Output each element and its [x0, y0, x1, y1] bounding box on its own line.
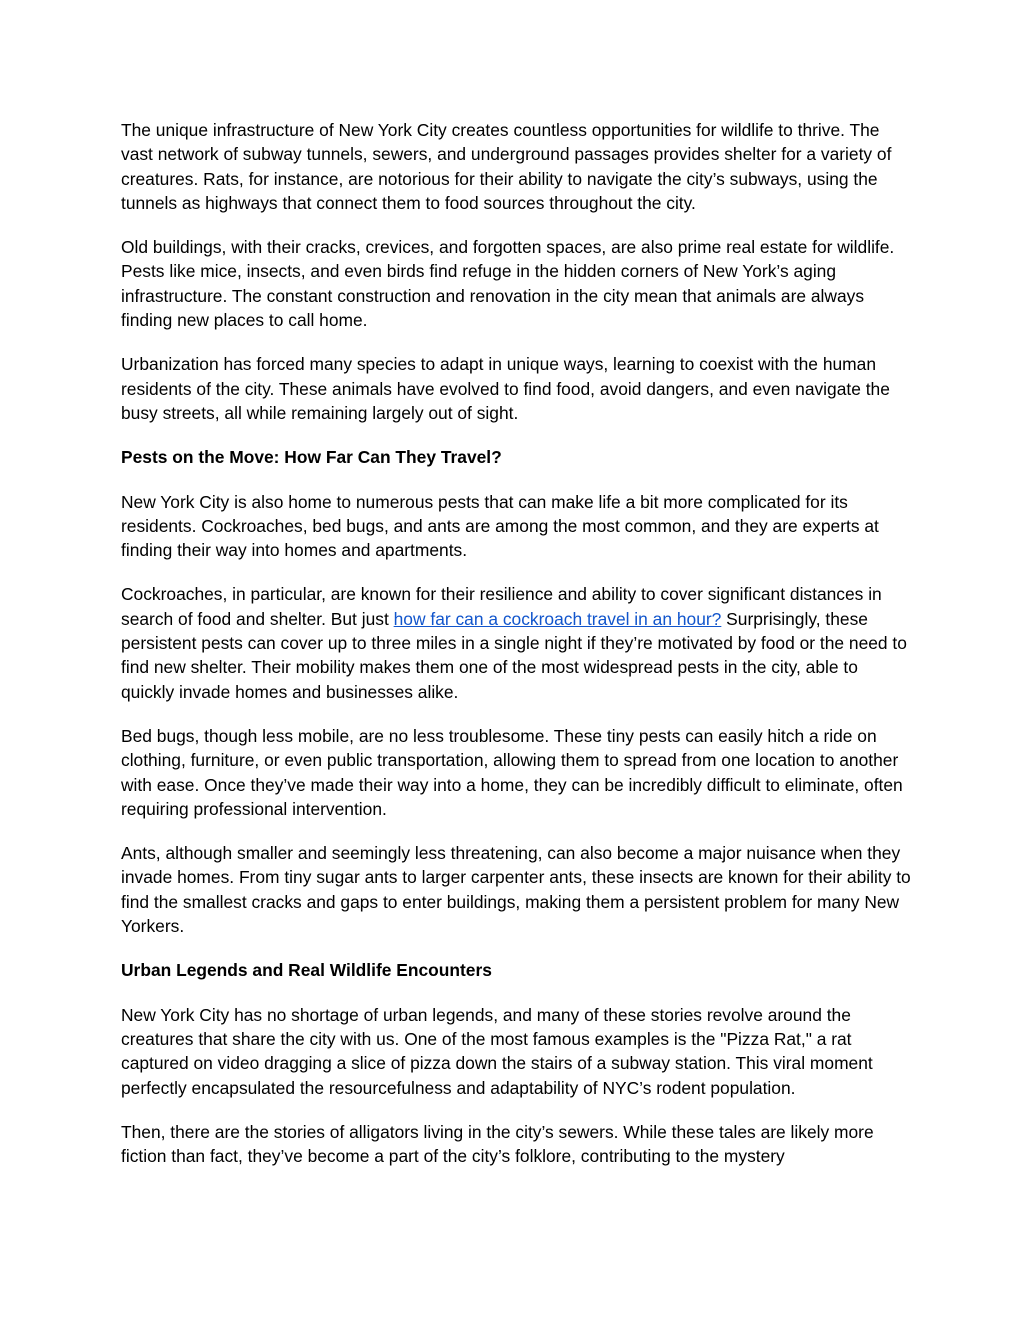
cockroach-travel-link[interactable]: how far can a cockroach travel in an hour? — [393, 608, 722, 629]
section-heading-pests: Pests on the Move: How Far Can They Travel? — [121, 447, 502, 468]
paragraph-pizza-rat: New York City has no shortage of urban legends, and many of these stories revolve around the creatures that share the city with us. One of the most famous examples is the "Pizza Rat," a rat captured on video dragging a slice of pizza down the stairs of a subway station. This viral moment perfectly encapsulated the resourcefulness and adaptability of NYC’s rodent population. — [121, 1004, 873, 1098]
paragraph-urbanization: Urbanization has forced many species to adapt in unique ways, learning to coexist with the human residents of the city. These animals have evolved to find food, avoid dangers, and even navigate the busy streets, all while remaining largely out of sight. — [121, 354, 890, 423]
section-heading-urban-legends: Urban Legends and Real Wildlife Encounters — [121, 960, 492, 981]
paragraph-cockroaches-text-after: Surprisingly, these persistent pests can cover up to three miles in a single night if they’re motivated by food or the need to find new shelter. Their mobility makes them one of the most widespread pests in the city, able to quickly invade homes and businesses alike. — [121, 608, 907, 702]
document-body — [121, 118, 911, 1188]
paragraph-pests-intro: New York City is also home to numerous pests that can make life a bit more complicated for its residents. Cockroaches, bed bugs, and ants are among the most common, and they are experts at finding their way into homes and apartments. — [121, 491, 879, 561]
paragraph-bed-bugs: Bed bugs, though less mobile, are no less troublesome. These tiny pests can easily hitch a ride on clothing, furniture, or even public transportation, allowing them to spread from one location to another with ease. Once they’ve made their way into a home, they can be incredibly difficult to eliminate, often requiring professional intervention. — [121, 725, 903, 819]
paragraph-alligators: Then, there are the stories of alligators living in the city’s sewers. While these tales are likely more fiction than fact, they’ve become a part of the city’s folklore, contributing to the mystery — [121, 1121, 874, 1167]
paragraph-old-buildings: Old buildings, with their cracks, crevices, and forgotten spaces, are also prime real estate for wildlife. Pests like mice, insects, and even birds find refuge in the hidden corners of New York’s aging infrastructure. The constant construction and renovation in the city mean that animals are always finding new places to call home. — [121, 237, 895, 331]
paragraph-ants: Ants, although smaller and seemingly less threatening, can also become a major nuisance when they invade homes. From tiny sugar ants to larger carpenter ants, these insects are known for their ability to find the smallest cracks and gaps to enter buildings, making them a persistent problem for many New Yorkers. — [121, 843, 911, 937]
paragraph-cockroaches-text-before: Cockroaches, in particular, are known for their resilience and ability to cover significant distances in search of food and shelter. But just — [121, 584, 882, 629]
paragraph-infrastructure: The unique infrastructure of New York City creates countless opportunities for wildlife to thrive. The vast network of subway tunnels, sewers, and underground passages provides shelter for a variety of creatures. Rats, for instance, are notorious for their ability to navigate the city’s subways, using the tunnels as highways that connect them to food sources throughout the city. — [121, 120, 892, 213]
paragraph-cockroaches — [121, 582, 911, 703]
